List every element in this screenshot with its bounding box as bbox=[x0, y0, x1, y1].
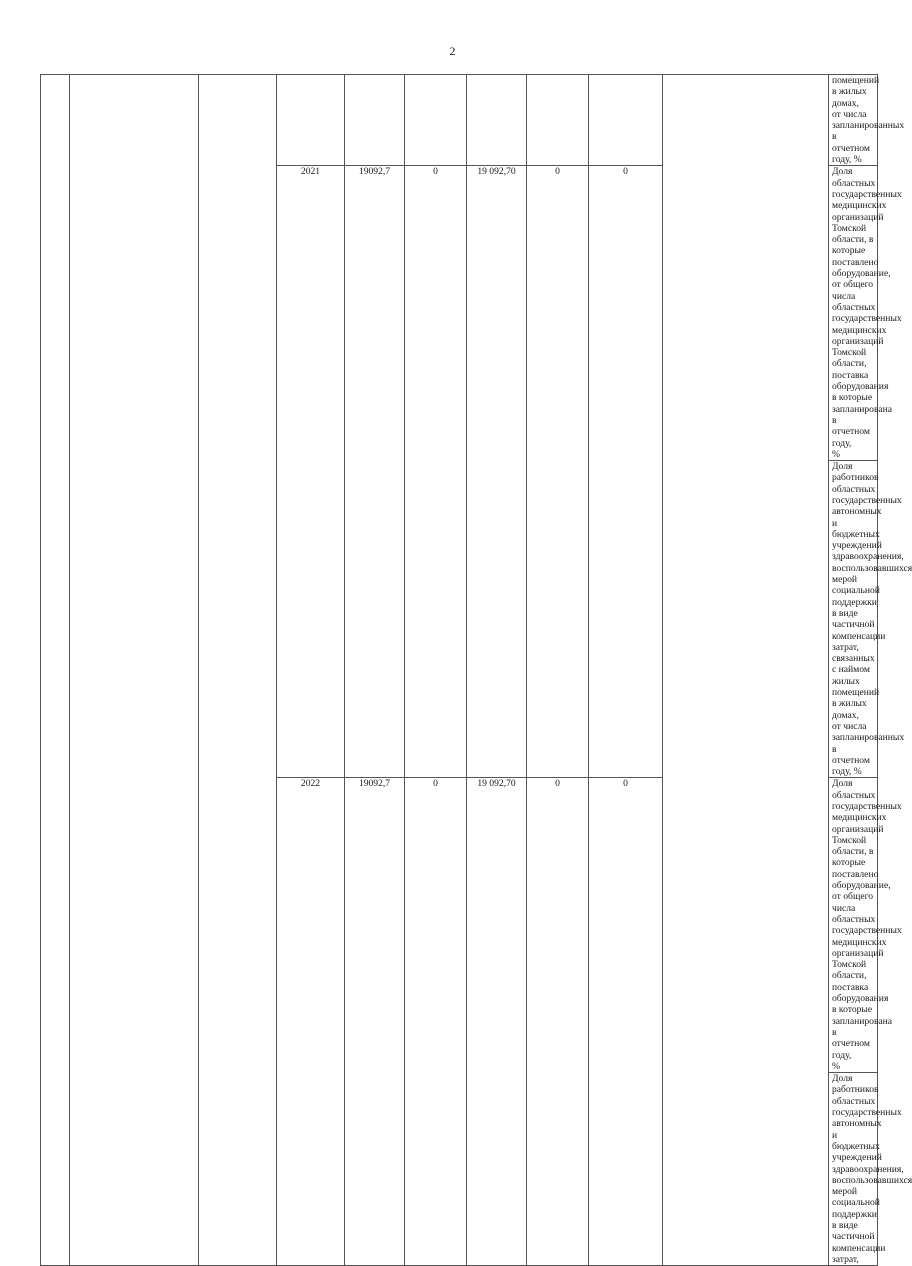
page-number: 2 bbox=[449, 44, 456, 58]
cell-year: 2021 bbox=[277, 166, 345, 778]
indicator-text: Доля работников областных государственных автономных и бюджетных учреждений здравоохранения, воспользовавшихся мерой социальной поддержки в виде частичной компенсации затрат, bbox=[829, 1073, 878, 1266]
indicator-text: помещений в жилых домах, от числа запланированных в отчетном году, % bbox=[829, 75, 878, 166]
cell-year bbox=[277, 75, 345, 166]
cell-other bbox=[589, 75, 663, 166]
cell-local: 0 bbox=[527, 778, 589, 1266]
cell-federal: 0 bbox=[405, 166, 467, 778]
cell-indicator-name-blank bbox=[663, 75, 829, 1266]
cell-local bbox=[527, 75, 589, 166]
cell-number-blank bbox=[41, 75, 70, 1266]
indicator-text: Доля областных государственных медицинских организаций Томской области, в которые поставлено оборудование, от общего числа областных государственных медицинских организаций Томской области, поставка оборудования в которые запланирована в отчетном году, % bbox=[829, 166, 878, 461]
cell-total bbox=[345, 75, 405, 166]
cell-local: 0 bbox=[527, 166, 589, 778]
cell-regional: 19 092,70 bbox=[467, 166, 527, 778]
cell-regional bbox=[467, 75, 527, 166]
cell-other: 0 bbox=[589, 166, 663, 778]
cell-name-blank bbox=[70, 75, 199, 1266]
cell-executor-blank bbox=[199, 75, 277, 1266]
cell-total: 19092,7 bbox=[345, 166, 405, 778]
table-row bbox=[41, 75, 878, 166]
budget-table bbox=[40, 74, 912, 1266]
indicator-text: Доля областных государственных медицинских организаций Томской области, в которые поставлено оборудование, от общего числа областных государственных медицинских организаций Томской области, поставка оборудования в которые запланирована в отчетном году, % bbox=[829, 778, 878, 1073]
cell-regional: 19 092,70 bbox=[467, 778, 527, 1266]
cell-federal bbox=[405, 75, 467, 166]
cell-year: 2022 bbox=[277, 778, 345, 1266]
cell-federal: 0 bbox=[405, 778, 467, 1266]
cell-other: 0 bbox=[589, 778, 663, 1266]
indicator-text: Доля работников областных государственных автономных и бюджетных учреждений здравоохранения, воспользовавшихся мерой социальной поддержки в виде частичной компенсации затрат, связанных с наймом жилых помещений в жилых домах, от числа запланированных в отчетном году, % bbox=[829, 461, 878, 778]
cell-total: 19092,7 bbox=[345, 778, 405, 1266]
